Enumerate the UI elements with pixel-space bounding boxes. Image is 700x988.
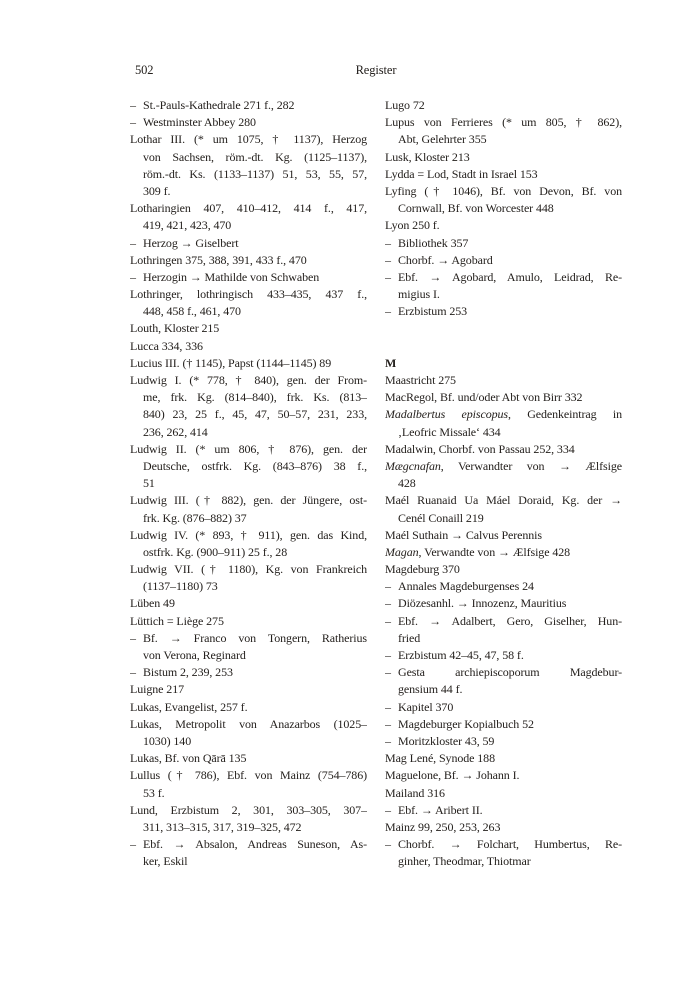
index-subentry-line: [385, 802, 622, 819]
index-subentry-line: [130, 97, 367, 114]
entry-text: Westminster Abbey 280: [143, 115, 256, 130]
index-column-left: [130, 97, 367, 870]
index-subentry-line: [130, 836, 367, 853]
index-entry-continuation: [130, 389, 367, 406]
entry-text: Ludwig III. († 882), gen. der Jüngere, ost-: [130, 493, 367, 508]
index-entry-continuation: [385, 475, 622, 492]
index-entry-continuation: [385, 286, 622, 303]
index-entry-line: [130, 131, 367, 148]
index-entry-line: [130, 200, 367, 217]
entry-text: Lothringen 375, 388, 391, 433 f., 470: [130, 252, 307, 267]
text-block: [130, 62, 622, 870]
index-entry-continuation: [130, 166, 367, 183]
dash-bullet: –: [130, 665, 136, 680]
index-entry-line: [130, 802, 367, 819]
entry-text: Magdeburg 370: [385, 562, 460, 577]
entry-text: fried: [398, 630, 421, 645]
running-header: [130, 62, 622, 79]
entry-text: Bistum 2, 239, 253: [143, 665, 233, 680]
index-entry-continuation: [130, 475, 367, 492]
entry-text: Bibliothek 357: [398, 235, 469, 250]
entry-text: MacRegol, Bf. und/oder Abt von Birr 332: [385, 390, 583, 405]
dash-bullet: –: [385, 269, 391, 284]
entry-text: (1137–1180) 73: [143, 579, 218, 594]
entry-text: gensium 44 f.: [398, 682, 463, 697]
entry-text: Lydda = Lod, Stadt in Israel 153: [385, 166, 538, 181]
entry-text: Kapitel 370: [398, 699, 454, 714]
index-subentry-line: [385, 578, 622, 595]
entry-text: ginher, Theodmar, Thiotmar: [398, 854, 531, 869]
entry-text: von Sachsen, röm.-dt. Kg. (1125–1137),: [143, 149, 367, 164]
index-entry-line: [130, 338, 367, 355]
entry-text: Lund, Erzbistum 2, 301, 303–305, 307–: [130, 802, 367, 817]
index-entry-line: [130, 252, 367, 269]
index-entry-line: [385, 785, 622, 802]
index-entry-line: [385, 166, 622, 183]
entry-text: Lukas, Evangelist, 257 f.: [130, 699, 248, 714]
dash-bullet: –: [385, 665, 391, 680]
index-subentry-line: [385, 716, 622, 733]
entry-text: M: [385, 355, 397, 370]
index-entry-line: [130, 699, 367, 716]
entry-text: Cenél Conaill 219: [398, 510, 484, 525]
entry-text: Mag Lené, Synode 188: [385, 751, 495, 766]
dash-bullet: –: [130, 837, 136, 852]
index-subentry-line: [385, 235, 622, 252]
index-columns: [130, 97, 622, 870]
entry-text: von Verona, Reginard: [143, 648, 246, 662]
index-subentry-line: [385, 664, 622, 681]
index-column-right: [385, 97, 622, 870]
entry-text: Ebf. → Aribert II.: [398, 802, 483, 817]
entry-text: 840) 23, 25 f., 45, 47, 50–57, 231, 233,: [143, 407, 367, 422]
section-heading: [385, 355, 622, 372]
index-entry-line: [130, 767, 367, 784]
index-entry-continuation: [385, 424, 622, 441]
entry-text: Cornwall, Bf. von Worcester 448: [398, 201, 554, 216]
index-entry-continuation: [130, 578, 367, 595]
index-entry-line: [385, 750, 622, 767]
entry-text: Erzbistum 42–45, 47, 58 f.: [398, 648, 524, 662]
entry-text: Lusk, Kloster 213: [385, 149, 470, 164]
entry-text: Lotharingien 407, 410–412, 414 f., 417,: [130, 201, 367, 216]
index-subentry-line: [385, 613, 622, 630]
entry-text: frk. Kg. (876–882) 37: [143, 510, 247, 525]
dash-bullet: –: [130, 98, 136, 112]
index-subentry-line: [130, 630, 367, 647]
entry-text: Lucius III. († 1145), Papst (1144–1145) 89: [130, 355, 332, 370]
entry-text: röm.-dt. Ks. (1133–1137) 51, 53, 55, 57,: [143, 166, 367, 181]
index-entry-line: [385, 183, 622, 200]
entry-text: Lüben 49: [130, 596, 175, 611]
index-subentry-line: [130, 269, 367, 286]
spacer: [385, 338, 622, 355]
index-entry-continuation: [385, 681, 622, 698]
index-subentry-line: [385, 303, 622, 320]
index-subentry-line: [385, 733, 622, 750]
dash-bullet: –: [385, 733, 391, 748]
index-subentry-line: [385, 836, 622, 853]
entry-text: Maastricht 275: [385, 373, 456, 387]
entry-text: Lothringer, lothringisch 433–435, 437 f.,: [130, 287, 367, 302]
entry-text: Maguelone, Bf. → Johann I.: [385, 768, 520, 783]
entry-text: Ebf. → Agobard, Amulo, Leidrad, Re-: [398, 269, 622, 284]
index-entry-continuation: [385, 200, 622, 217]
dash-bullet: –: [130, 115, 136, 130]
index-entry-line: [385, 114, 622, 131]
index-entry-line: [130, 595, 367, 612]
index-entry-line: [385, 561, 622, 578]
index-subentry-line: [385, 269, 622, 286]
index-entry-continuation: [130, 819, 367, 836]
index-entry-continuation: [385, 853, 622, 870]
index-entry-line: [130, 441, 367, 458]
entry-text: me, frk. Kg. (814–840), frk. Ks. (813–: [143, 390, 367, 405]
index-entry-line: [385, 767, 622, 784]
entry-text: 311, 313–315, 317, 319–325, 472: [143, 819, 302, 834]
entry-text: Ludwig I. (* 778, † 840), gen. der From-: [130, 373, 367, 387]
entry-text: Lukas, Metropolit von Anazarbos (1025–: [130, 716, 367, 731]
entry-text: St.-Pauls-Kathedrale 271 f., 282: [143, 98, 295, 112]
entry-text: Lullus († 786), Ebf. von Mainz (754–786): [130, 768, 367, 783]
entry-text: Louth, Kloster 215: [130, 321, 220, 336]
entry-text: Ludwig IV. (* 893, † 911), gen. das Kind,: [130, 527, 367, 542]
entry-text: Magdeburger Kopialbuch 52: [398, 716, 534, 731]
entry-text: , Gedenkeintrag in: [507, 407, 622, 422]
dash-bullet: –: [385, 802, 391, 817]
entry-text: Gesta archiepiscoporum Magdebur-: [398, 665, 622, 680]
entry-text: Moritzkloster 43, 59: [398, 733, 495, 748]
index-entry-line: [130, 716, 367, 733]
entry-text: Luigne 217: [130, 682, 184, 697]
entry-text: 53 f.: [143, 785, 165, 800]
index-entry-line: [385, 441, 622, 458]
dash-bullet: –: [385, 252, 391, 267]
entry-text: Chorbf. → Folchart, Humbertus, Re-: [398, 837, 622, 852]
index-entry-line: [130, 372, 367, 389]
index-entry-line: [130, 561, 367, 578]
index-entry-line: [130, 750, 367, 767]
index-entry-continuation: [385, 630, 622, 647]
dash-bullet: –: [130, 269, 136, 284]
entry-text: Ebf. → Adalbert, Gero, Giselher, Hun-: [398, 613, 622, 628]
entry-text: 236, 262, 414: [143, 424, 208, 439]
entry-text: Abt, Gelehrter 355: [398, 132, 487, 147]
index-entry-continuation: [130, 183, 367, 200]
entry-text: Mailand 316: [385, 785, 445, 800]
entry-text: Erzbistum 253: [398, 304, 468, 319]
page-number: 502: [135, 63, 154, 77]
italic-text: Mægcnafan: [385, 458, 441, 473]
index-entry-line: [385, 492, 622, 509]
index-entry-line: [385, 372, 622, 389]
index-entry-continuation: [130, 406, 367, 423]
index-entry-continuation: [385, 510, 622, 527]
index-subentry-line: [130, 235, 367, 252]
entry-text: 51: [143, 476, 155, 491]
index-entry-continuation: [130, 149, 367, 166]
entry-text: Bf. → Franco von Tongern, Ratherius: [143, 630, 367, 645]
entry-text: Maél Ruanaid Ua Máel Doraid, Kg. der →: [385, 493, 622, 508]
entry-text: 428: [398, 476, 416, 491]
index-entry-line: [385, 819, 622, 836]
italic-text: Madalbertus episcopus: [385, 407, 508, 422]
index-entry-continuation: [130, 424, 367, 441]
entry-text: Ludwig VII. († 1180), Kg. von Frankreich: [130, 562, 367, 577]
index-entry-continuation: [130, 303, 367, 320]
index-entry-continuation: [130, 217, 367, 234]
index-entry-continuation: [130, 785, 367, 802]
index-entry-line: [385, 389, 622, 406]
entry-text: Lugo 72: [385, 98, 425, 112]
index-entry-continuation: [130, 733, 367, 750]
entry-text: Mainz 99, 250, 253, 263: [385, 819, 501, 834]
index-subentry-line: [385, 595, 622, 612]
entry-text: Lucca 334, 336: [130, 338, 203, 353]
index-entry-line: [130, 286, 367, 303]
entry-text: Lyon 250 f.: [385, 218, 440, 233]
running-title: Register: [355, 63, 397, 77]
entry-text: migius I.: [398, 287, 440, 302]
index-entry-continuation: [130, 853, 367, 870]
entry-text: , Verwandter von → Ælfsige: [440, 458, 622, 473]
index-subentry-line: [385, 252, 622, 269]
dash-bullet: –: [385, 837, 391, 852]
entry-text: Chorbf. → Agobard: [398, 252, 493, 267]
entry-text: Diözesanhl. → Innozenz, Mauritius: [398, 596, 567, 611]
index-entry-line: [130, 320, 367, 337]
entry-text: Ebf. → Absalon, Andreas Suneson, As-: [143, 837, 367, 852]
entry-text: 419, 421, 423, 470: [143, 218, 232, 233]
dash-bullet: –: [385, 699, 391, 714]
entry-text: Lyfing († 1046), Bf. von Devon, Bf. von: [385, 183, 622, 198]
index-entry-line: [385, 544, 622, 561]
index-entry-line: [385, 149, 622, 166]
entry-text: 309 f.: [143, 183, 171, 198]
index-entry-line: [385, 97, 622, 114]
index-entry-continuation: [130, 647, 367, 664]
dash-bullet: –: [385, 596, 391, 611]
entry-text: Lüttich = Liège 275: [130, 613, 224, 628]
dash-bullet: –: [385, 235, 391, 250]
index-entry-line: [130, 355, 367, 372]
index-entry-continuation: [130, 510, 367, 527]
index-entry-line: [385, 217, 622, 234]
index-entry-line: [385, 406, 622, 423]
index-subentry-line: [130, 114, 367, 131]
entry-text: , Verwandte von → Ælfsige 428: [418, 544, 571, 559]
index-subentry-line: [385, 647, 622, 664]
entry-text: ‚Leofric Missale‘ 434: [398, 424, 501, 439]
dash-bullet: –: [130, 630, 136, 645]
entry-text: Lupus von Ferrieres (* um 805, † 862),: [385, 115, 622, 130]
entry-text: Lothar III. (* um 1075, † 1137), Herzog: [130, 132, 367, 147]
index-entry-continuation: [130, 458, 367, 475]
dash-bullet: –: [385, 613, 391, 628]
index-entry-line: [130, 681, 367, 698]
index-subentry-line: [385, 699, 622, 716]
entry-text: Madalwin, Chorbf. von Passau 252, 334: [385, 441, 575, 456]
index-entry-continuation: [130, 544, 367, 561]
entry-text: ker, Eskil: [143, 854, 188, 869]
entry-text: ostfrk. Kg. (900–911) 25 f., 28: [143, 544, 288, 559]
index-entry-line: [130, 527, 367, 544]
index-entry-continuation: [385, 131, 622, 148]
dash-bullet: –: [385, 716, 391, 731]
index-entry-line: [385, 527, 622, 544]
index-entry-line: [130, 613, 367, 630]
dash-bullet: –: [385, 648, 391, 662]
entry-text: Lukas, Bf. von Qārā 135: [130, 751, 247, 766]
dash-bullet: –: [130, 235, 136, 250]
index-subentry-line: [130, 664, 367, 681]
dash-bullet: –: [385, 579, 391, 594]
italic-text: Magan: [385, 544, 419, 559]
index-entry-line: [130, 492, 367, 509]
entry-text: 1030) 140: [143, 733, 192, 748]
entry-text: Annales Magdeburgenses 24: [398, 579, 534, 594]
entry-text: Herzogin → Mathilde von Schwaben: [143, 269, 320, 284]
entry-text: Deutsche, ostfrk. Kg. (843–876) 38 f.,: [143, 458, 367, 473]
dash-bullet: –: [385, 304, 391, 319]
entry-text: Herzog → Giselbert: [143, 235, 239, 250]
entry-text: Ludwig II. (* um 806, † 876), gen. der: [130, 441, 367, 456]
entry-text: Maél Suthain → Calvus Perennis: [385, 527, 542, 542]
entry-text: 448, 458 f., 461, 470: [143, 304, 241, 319]
spacer: [385, 320, 622, 337]
index-entry-line: [385, 458, 622, 475]
